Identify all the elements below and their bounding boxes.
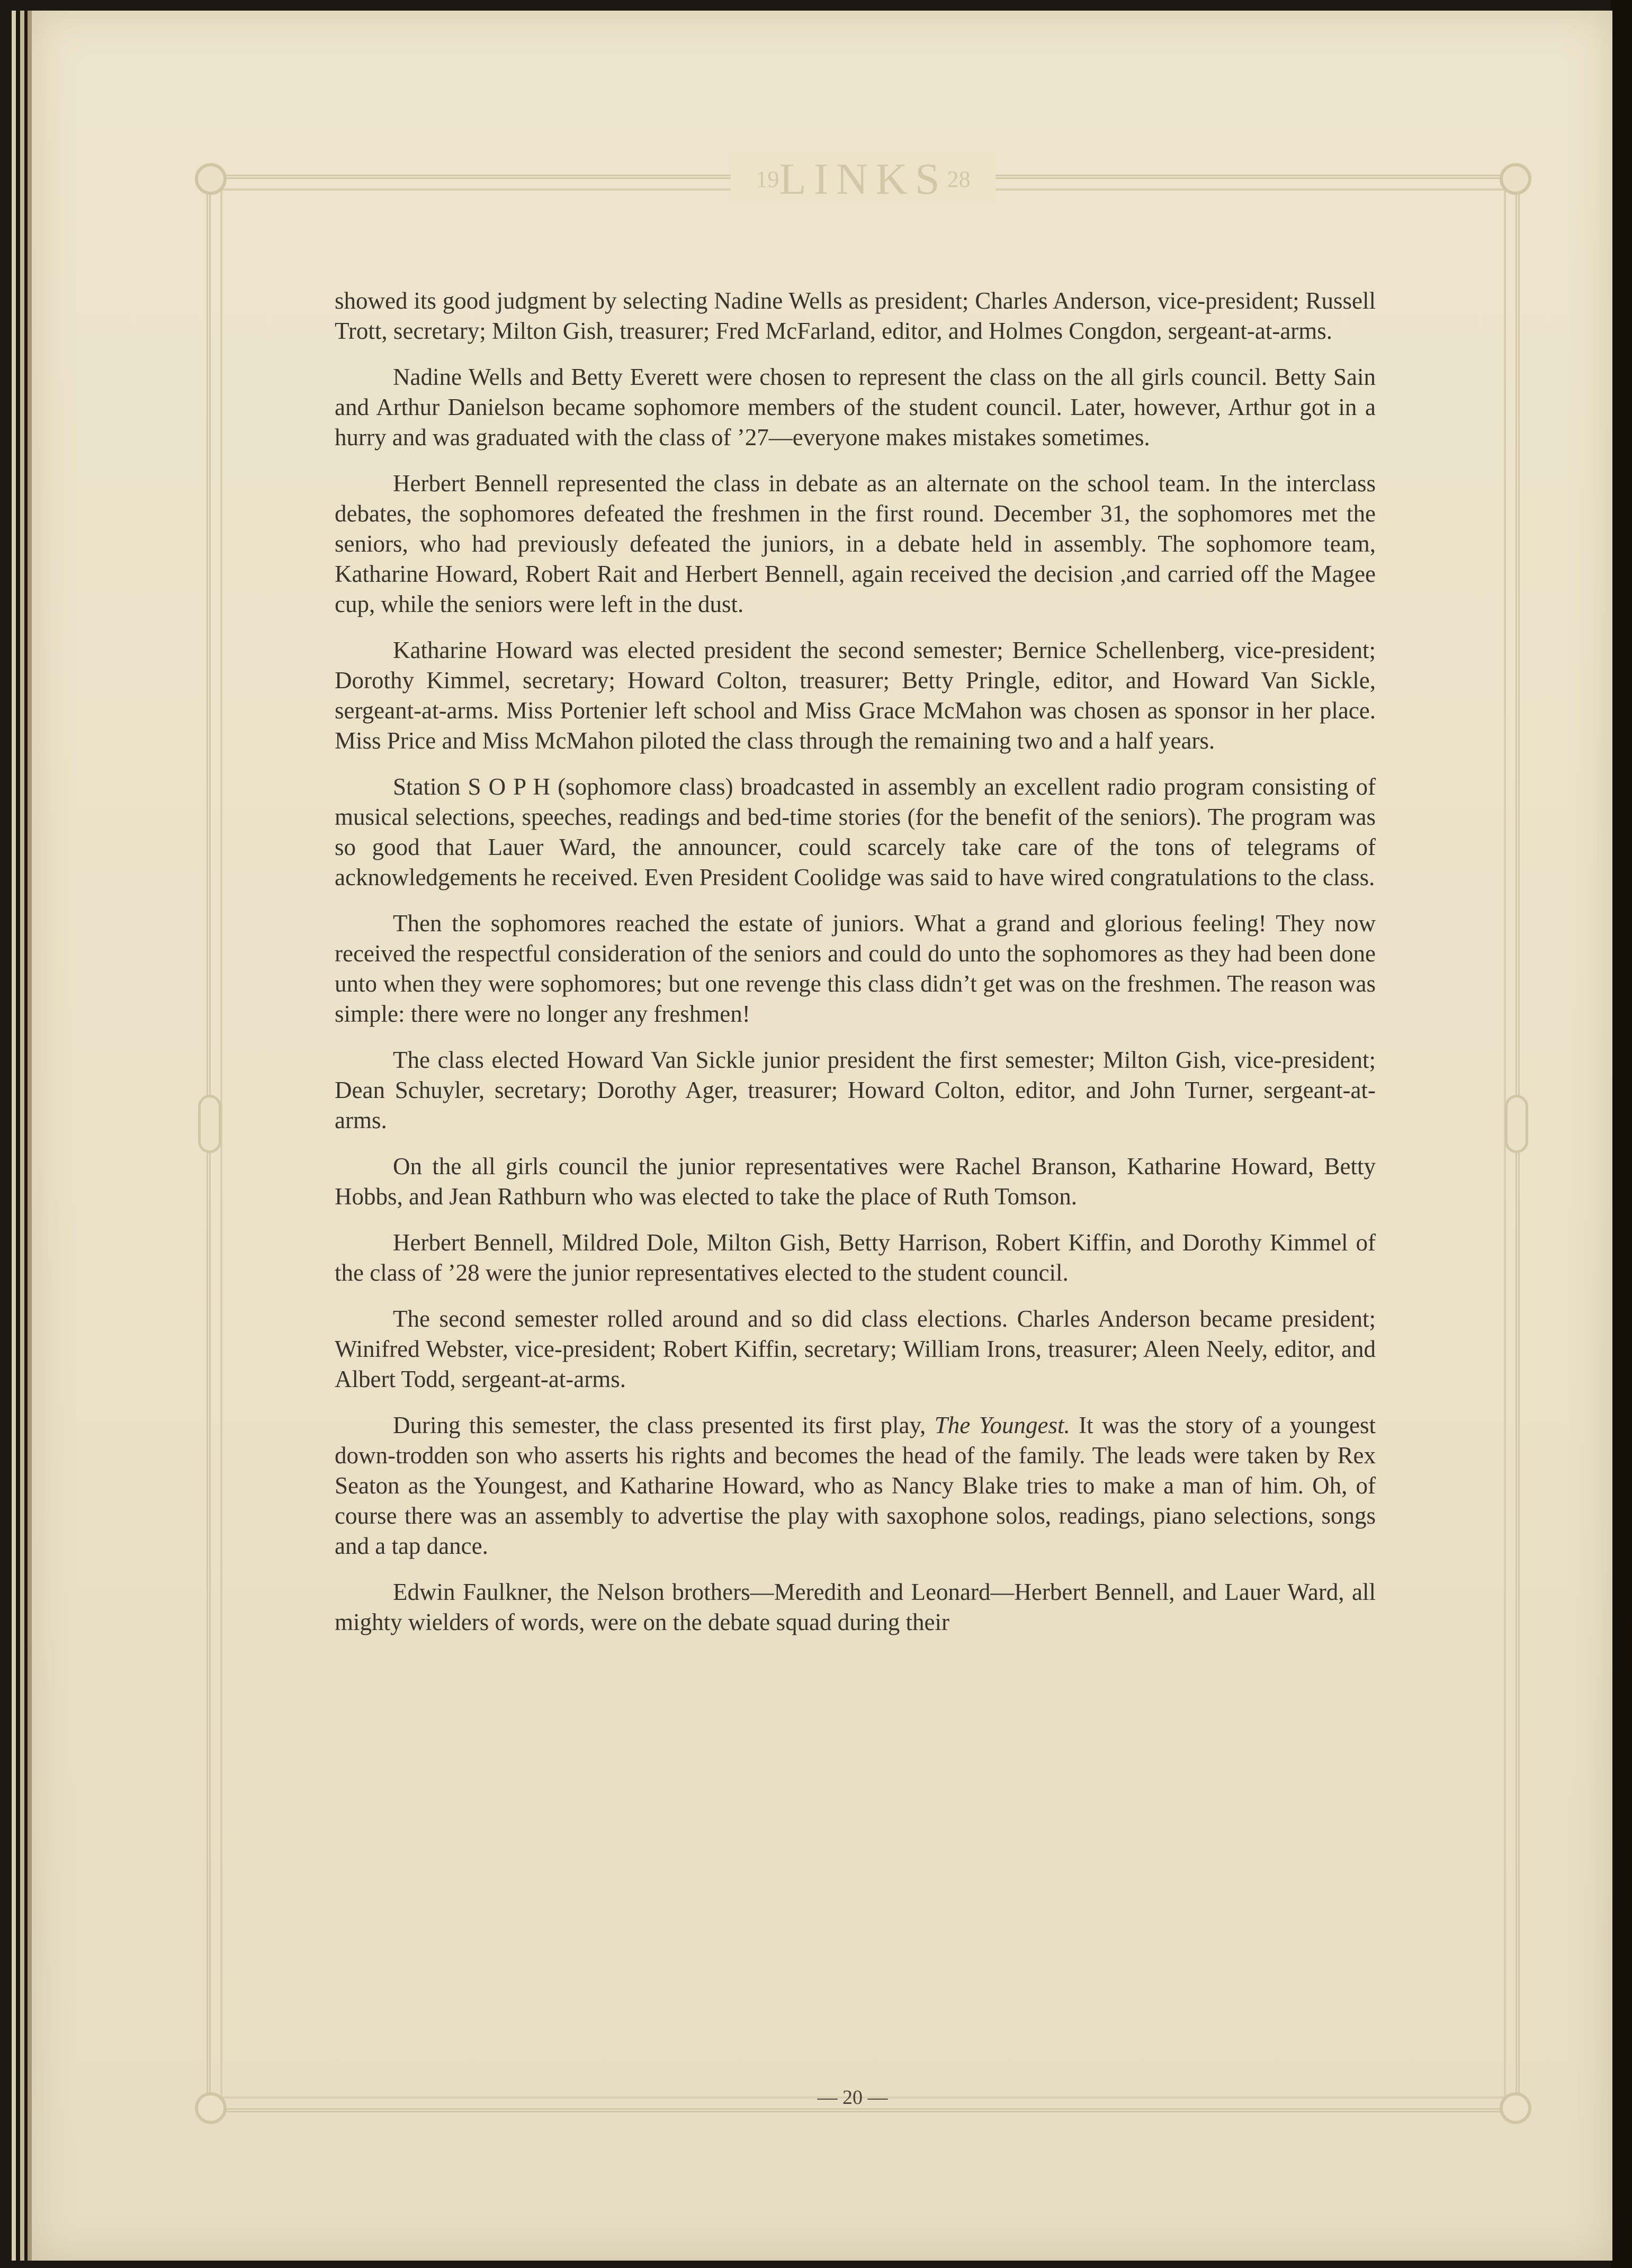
paragraph: Katharine Howard was elected president the second semester; Bernice Schellenberg, vice-president; Dorothy Kimmel, secretary; Howard Colton, treasurer; Betty Pringle, editor, and Howard Van Sickle, sergeant-at-arms. Miss Portenier left school and Miss Grace McMahon was chosen as sponsor in her place. Miss Price and Miss McMahon piloted the class through the remaining two and a half years. <box>335 637 1376 754</box>
paragraph: Herbert Bennell represented the class in debate as an alternate on the school team. In the interclass debates, the sophomores defeated the freshmen in the first round. December 31, the sophomores met the seniors, who had previously defeated the juniors, in a debate held in assembly. The sophomore team, Katharine Howard, Robert Rait and Herbert Bennell, again received the decision ,and carried off the Magee cup, while the seniors were left in the dust. <box>335 470 1376 617</box>
page-edge <box>12 11 16 2261</box>
page-number: — 20 — <box>817 2086 888 2109</box>
header-year-left: 19 <box>756 166 779 192</box>
header-title: LINKS <box>779 155 947 204</box>
corner-ornament-icon <box>195 163 227 195</box>
side-ornament-icon <box>1505 1095 1528 1153</box>
paragraph: Station S O P H (sophomore class) broadcasted in assembly an excellent radio program consisting of musical selections, speeches, readings and bed-time stories (for the benefit of the seniors). The program was so good that Lauer Ward, the announcer, could scarcely take care of the tons of telegrams of acknowledgements he received. Even President Coolidge was said to have wired congratulations to the class. <box>335 773 1376 890</box>
header-year-right: 28 <box>947 166 971 192</box>
paragraph <box>335 1410 1376 1561</box>
paragraph: The class elected Howard Van Sickle junior president the first semester; Milton Gish, vice-president; Dean Schuyler, secretary; Dorothy Ager, treasurer; Howard Colton, editor, and John Turner, sergeant-at-arms. <box>335 1047 1376 1133</box>
paragraph-text: It was the story of a youngest down-trodden son who asserts his rights and becomes the head of the family. The leads were taken by Rex Seaton as the Youngest, and Katharine Howard, who as Nancy Blake tries to make a man of him. Oh, of course there was an assembly to advertise the play with saxophone solos, readings, piano selections, songs and a tap dance. <box>335 1412 1376 1559</box>
page-edge <box>20 11 24 2261</box>
paragraph: Nadine Wells and Betty Everett were chosen to represent the class on the all girls council. Betty Sain and Arthur Danielson became sophomore members of the student council. Later, however, Arthur got in a hurry and was graduated with the class of ’27—everyone makes mistakes sometimes. <box>335 364 1376 451</box>
page-header <box>731 154 996 204</box>
side-ornament-icon <box>198 1095 221 1153</box>
book-spine <box>1611 0 1632 2268</box>
play-title: The Youngest. <box>934 1412 1070 1438</box>
paragraph: On the all girls council the junior representatives were Rachel Branson, Katharine Howard, Betty Hobbs, and Jean Rathburn who was elected to take the place of Ruth Tomson. <box>335 1153 1376 1210</box>
page-edge <box>28 11 32 2261</box>
paragraph: showed its good judgment by selecting Nadine Wells as president; Charles Anderson, vice-president; Russell Trott, secretary; Milton Gish, treasurer; Fred McFarland, editor, and Holmes Congdon, sergeant-at-arms. <box>335 287 1376 344</box>
corner-ornament-icon <box>1500 163 1531 195</box>
paragraph: Edwin Faulkner, the Nelson brothers—Meredith and Leonard—Herbert Bennell, and Lauer Ward, all mighty wielders of words, were on the debate squad during their <box>335 1579 1376 1635</box>
paragraph: Then the sophomores reached the estate of juniors. What a grand and glorious feeling! They now received the respectful consideration of the seniors and could do unto the sophomores as they had been done unto when they were sophomores; but one revenge this class didn’t get was on the freshmen. The reason was simple: there were no longer any freshmen! <box>335 910 1376 1027</box>
corner-ornament-icon <box>195 2092 227 2124</box>
corner-ornament-icon <box>1500 2092 1531 2124</box>
paragraph-text: During this semester, the class presented its first play, <box>393 1412 935 1438</box>
paragraph: Herbert Bennell, Mildred Dole, Milton Gish, Betty Harrison, Robert Kiffin, and Dorothy Kimmel of the class of ’28 were the junior representatives elected to the student council. <box>335 1229 1376 1286</box>
body-text <box>335 286 1376 1653</box>
paragraph: The second semester rolled around and so did class elections. Charles Anderson became president; Winifred Webster, vice-president; Robert Kiffin, secretary; William Irons, treasurer; Aleen Neely, editor, and Albert Todd, sergeant-at-arms. <box>335 1306 1376 1392</box>
